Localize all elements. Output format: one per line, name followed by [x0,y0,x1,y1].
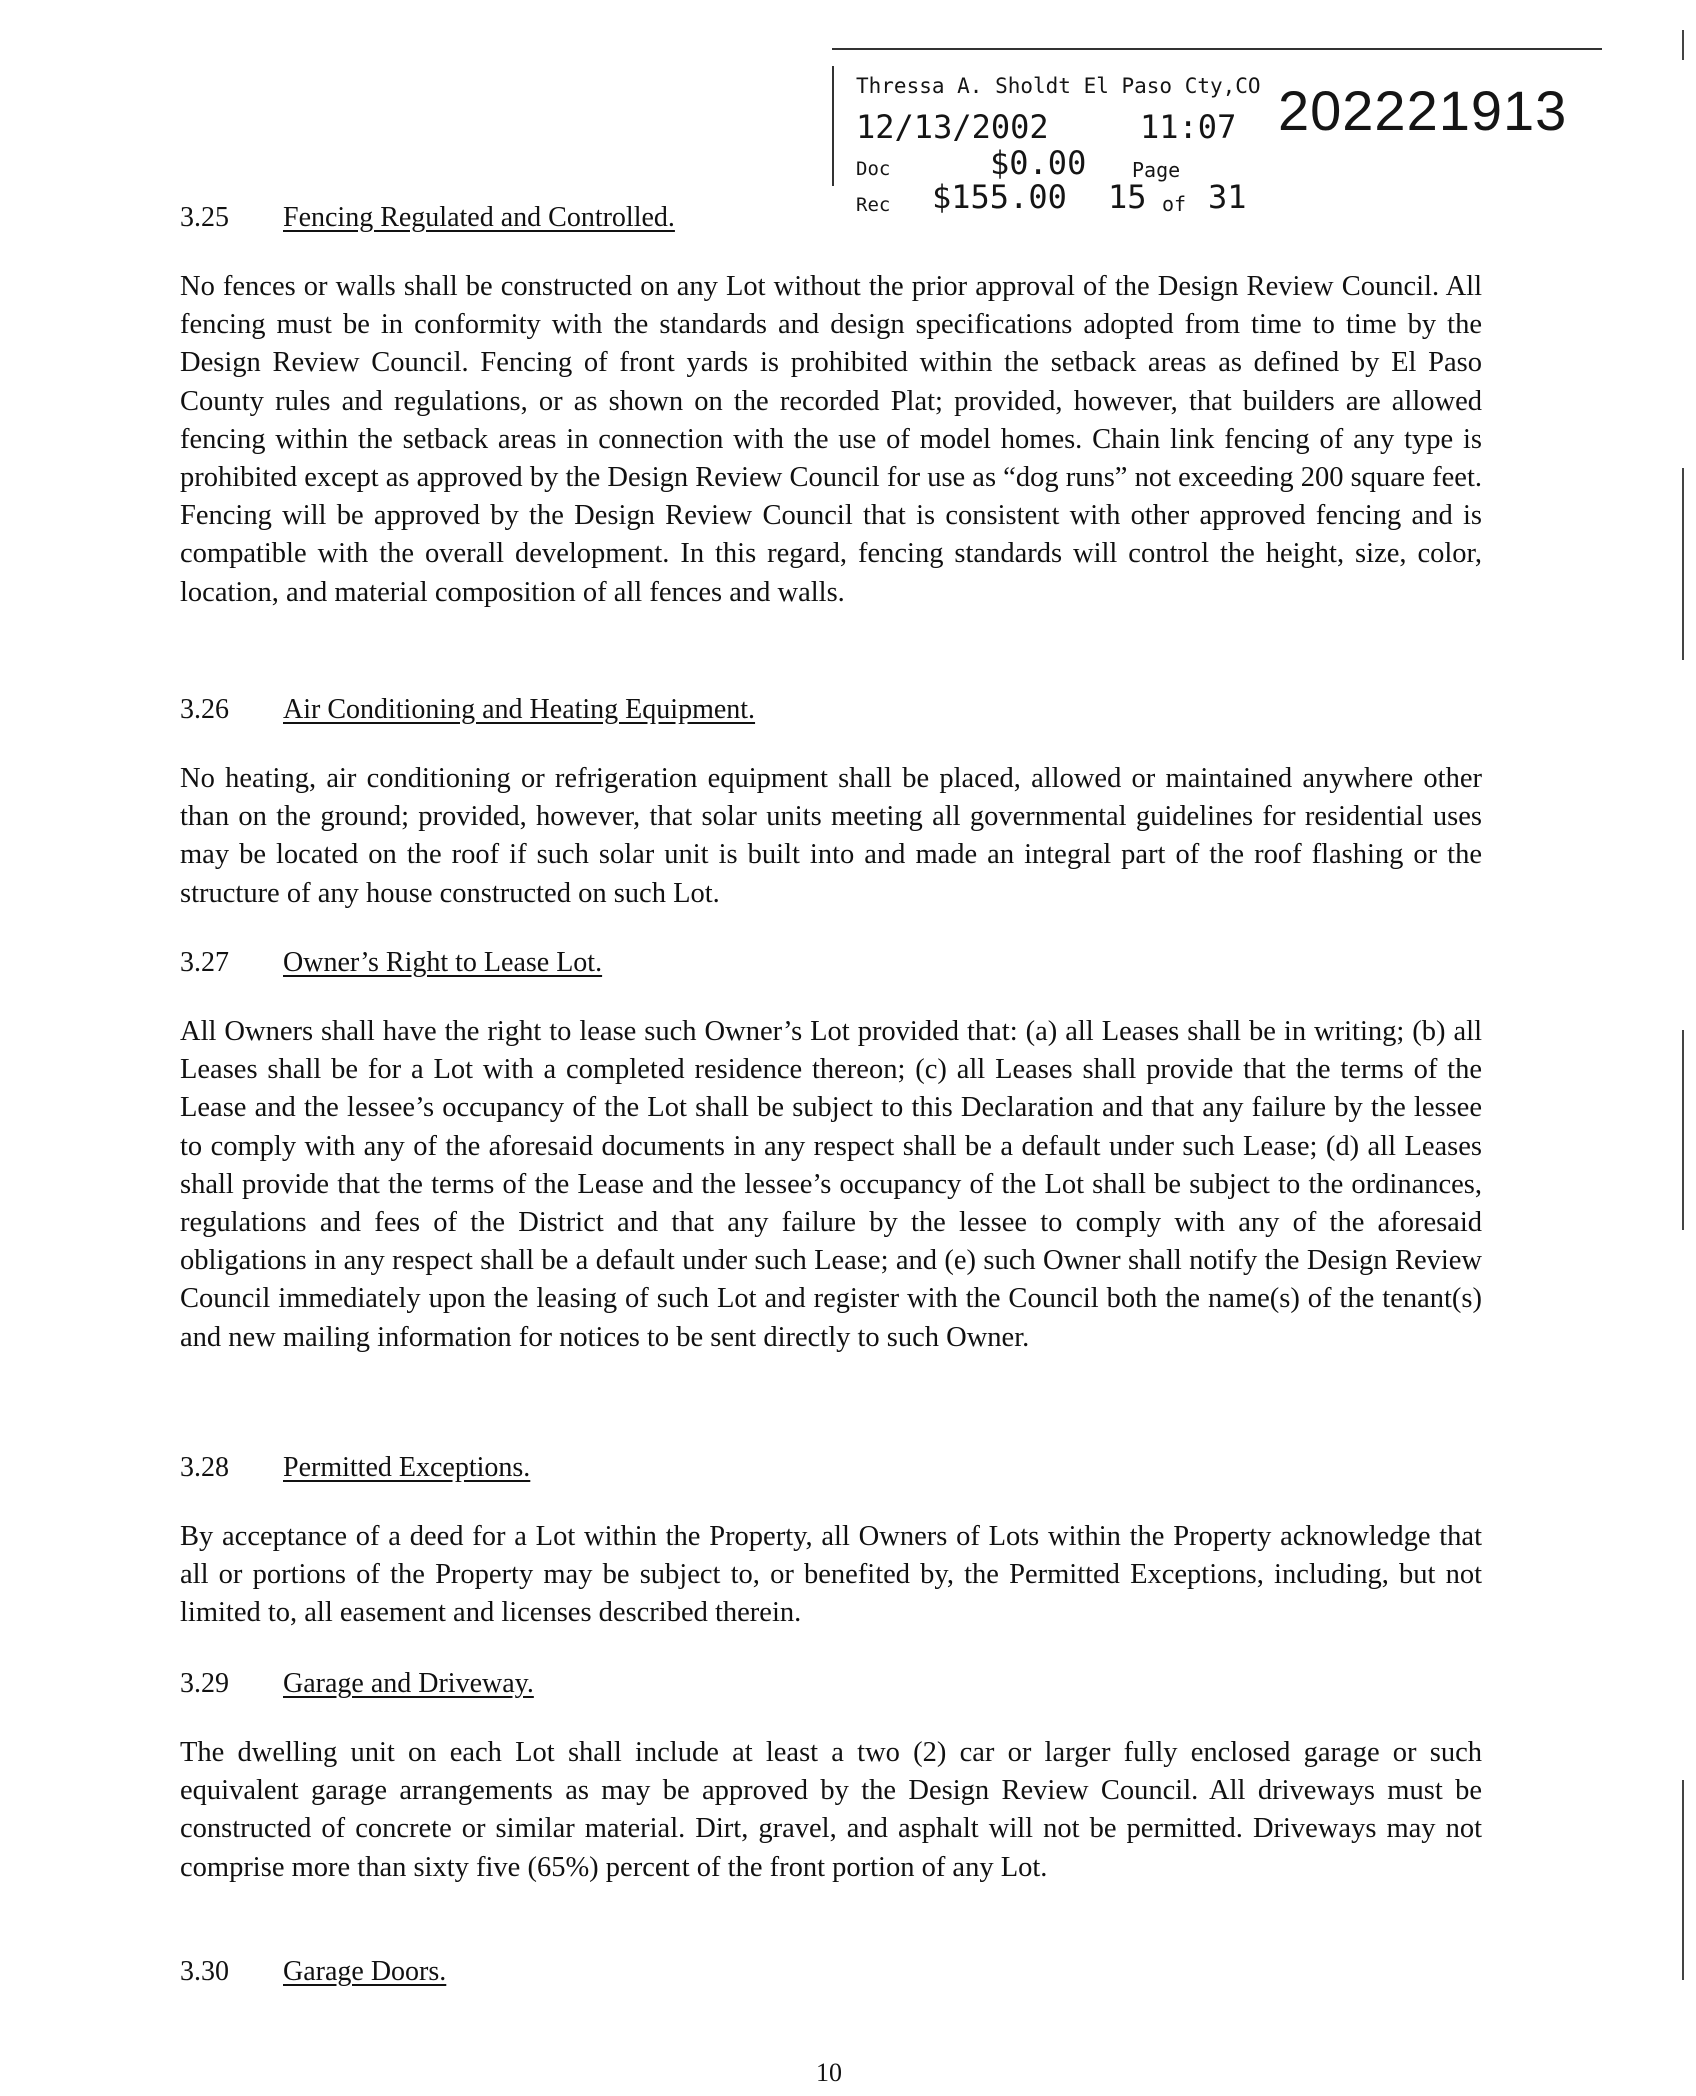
section-number: 3.30 [180,1956,229,1987]
section-title: Fencing Regulated and Controlled. [283,202,675,233]
section-heading [180,692,1490,728]
section-3-28 [180,1450,1490,1633]
section-heading [180,1666,1490,1702]
section-number: 3.29 [180,1668,229,1699]
stamp-date: 12/13/2002 [856,108,1049,146]
section-title: Garage Doors. [283,1956,447,1987]
stamp-doc-amount: $0.00 [990,144,1087,182]
section-number: 3.26 [180,694,229,725]
scan-edge-mark [1682,578,1684,660]
section-paragraph: No fences or walls shall be constructed on any Lot without the prior approval of the Design Review Council. All fencing must be in conformity with the standards and design specifications adopted from time to time by the Design Review Council. Fencing of front yards is prohibited within the setback areas as defined by El Paso County rules and regulations, or as shown on the recorded Plat; provided, however, that builders are allowed fencing within the setback areas in connection with the use of model homes. Chain link fencing of any type is prohibited except as approved by the Design Review Council for use as “dog runs” not exceeding 200 square feet. Fencing will be approved by the Design Review Council that is consistent with other approved fencing and is compatible with the overall development. In this regard, fencing standards will control the height, size, color, location, and material composition of all fences and walls. [180,271,1482,608]
stamp-rec-amount: $155.00 [932,178,1067,216]
section-title: Owner’s Right to Lease Lot. [283,947,603,978]
stamp-page-total: 31 [1208,178,1247,216]
section-paragraph: No heating, air conditioning or refrigeration equipment shall be placed, allowed or maintained anywhere other than on the ground; provided, however, that solar units meeting all governmental guidelines for residential uses may be located on the roof if such solar unit is built into and made an integral part of the roof flashing or the structure of any house constructed on such Lot. [180,763,1482,909]
section-3-25 [180,200,1490,612]
stamp-rec-label: Rec [856,194,891,216]
stamp-left-rule [832,66,834,186]
section-title: Air Conditioning and Heating Equipment. [283,694,756,725]
section-heading [180,200,1490,236]
page-number: 10 [816,2058,842,2087]
stamp-doc-label: Doc [856,158,891,180]
section-paragraph: All Owners shall have the right to lease such Owner’s Lot provided that: (a) all Leases shall be in writing; (b) all Leases shall be for a Lot with a completed residence thereon; (c) all Leases shall provide that the terms of the Lease and the lessee’s occupancy of the Lot shall be subject to this Declaration and that any failure by the lessee to comply with any of the aforesaid documents in any respect shall be a default under such Lease; (d) all Leases shall provide that the terms of the Lease and the lessee’s occupancy of the Lot shall be subject to the ordinances, regulations and fees of the District and that any failure by the lessee to comply with any of the aforesaid obligations in any respect shall be a default under such Lease; and (e) such Owner shall notify the Design Review Council immediately upon the leasing of such Lot and register with the Council both the name(s) of the tenant(s) and new mailing information for notices to be sent directly to such Owner. [180,1016,1482,1353]
section-title: Garage and Driveway. [283,1668,534,1699]
stamp-top-rule [832,48,1602,50]
section-paragraph: The dwelling unit on each Lot shall include at least a two (2) car or larger fully enclosed garage or such equivalent garage arrangements as may be approved by the Design Review Council. All driveways must be constructed of concrete or similar material. Dirt, gravel, and asphalt will not be permitted. Driveways may not comprise more than sixty five (65%) percent of the front portion of any Lot. [180,1737,1482,1883]
section-3-26 [180,692,1490,913]
section-title: Permitted Exceptions. [283,1452,531,1483]
section-3-27 [180,945,1490,1357]
scan-edge-mark [1682,30,1684,60]
section-3-30 [180,1954,1490,1990]
scan-edge-mark [1682,1780,1684,1980]
section-heading [180,1450,1490,1486]
stamp-page-label: Page [1132,158,1181,182]
stamp-page-current: 15 [1108,178,1147,216]
stamp-recorder: Thressa A. Sholdt El Paso Cty,CO [856,74,1261,98]
section-heading [180,1954,1490,1990]
section-number: 3.25 [180,202,229,233]
scan-edge-mark [1682,1030,1684,1230]
section-3-29 [180,1666,1490,1887]
stamp-reception-number: 202221913 [1278,79,1568,142]
stamp-of-label: of [1162,192,1187,216]
scan-edge-mark [1682,468,1684,578]
section-heading [180,945,1490,981]
section-paragraph: By acceptance of a deed for a Lot within the Property, all Owners of Lots within the Property acknowledge that all or portions of the Property may be subject to, or benefited by, the Permitted Exceptions, including, but not limited to, all easement and licenses described therein. [180,1521,1482,1629]
section-number: 3.27 [180,947,229,978]
section-number: 3.28 [180,1452,229,1483]
stamp-time: 11:07 [1140,108,1237,146]
